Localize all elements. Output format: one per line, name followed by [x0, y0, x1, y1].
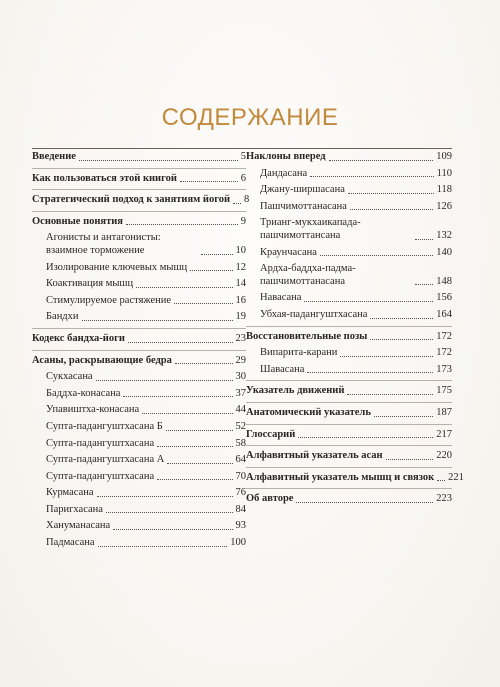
toc-divider — [246, 380, 452, 381]
toc-entry-title: Паригхасана — [46, 503, 103, 515]
toc-entry-title: Асаны, раскрывающие бедра — [32, 354, 172, 366]
toc-divider — [246, 467, 452, 468]
toc-leader-dots — [415, 239, 433, 240]
toc-leader-dots — [350, 209, 433, 210]
toc-leader-dots — [126, 224, 238, 225]
toc-entry-title: Хануманасана — [46, 520, 111, 532]
toc-divider — [32, 328, 246, 329]
toc-chapter-entry[interactable] — [32, 214, 246, 231]
toc-chapter-entry[interactable] — [32, 331, 246, 348]
toc-right-column — [246, 148, 464, 508]
toc-section-entry[interactable] — [32, 419, 246, 436]
toc-leader-dots — [296, 502, 433, 503]
toc-entry-title: Кодекс бандха-йоги — [32, 332, 125, 344]
toc-leader-dots — [142, 413, 232, 414]
toc-section-entry[interactable] — [32, 518, 246, 535]
toc-divider — [32, 350, 246, 351]
toc-page-number: 19 — [235, 311, 246, 323]
toc-page-number: 164 — [436, 308, 452, 320]
toc-page-number: 37 — [235, 387, 246, 399]
toc-page-number: 44 — [235, 404, 246, 416]
toc-leader-dots — [136, 287, 232, 288]
toc-page-number: 16 — [235, 294, 246, 306]
toc-entry-title: Падмасана — [46, 537, 95, 549]
toc-chapter-entry[interactable] — [246, 329, 452, 346]
toc-entry-title: Изолирование ключевых мышц — [46, 261, 188, 273]
toc-section-entry[interactable] — [246, 290, 452, 307]
toc-section-entry[interactable] — [32, 452, 246, 469]
toc-leader-dots — [98, 546, 228, 547]
toc-section-entry[interactable] — [246, 345, 452, 362]
toc-page-number: 175 — [436, 385, 452, 397]
toc-page-number: 100 — [230, 537, 246, 549]
toc-leader-dots — [347, 394, 433, 395]
toc-leader-dots — [370, 339, 433, 340]
toc-page-number: 172 — [436, 330, 452, 342]
toc-section-entry[interactable] — [32, 485, 246, 502]
toc-entry-title: Сукхасана — [46, 371, 93, 383]
toc-entry-title: Наклоны вперед — [246, 151, 326, 162]
toc-page-number: 173 — [436, 363, 452, 375]
toc-section-entry[interactable] — [246, 166, 452, 183]
toc-leader-dots — [175, 363, 233, 364]
toc-page-number: 6 — [240, 172, 246, 184]
toc-leader-dots — [304, 301, 433, 302]
toc-leader-dots — [180, 181, 238, 182]
toc-leader-dots — [233, 203, 241, 204]
toc-entry-title: Восстановительные позы — [246, 330, 368, 342]
toc-page-number: 148 — [436, 275, 452, 287]
toc-page-number: 172 — [436, 347, 452, 359]
toc-page-number: 76 — [235, 487, 246, 499]
toc-section-entry[interactable] — [32, 502, 246, 519]
toc-entry-title: Трианг-мукхаикапада-пашчимоттансана — [260, 217, 361, 241]
toc-leader-dots — [106, 512, 233, 513]
toc-section-entry[interactable] — [246, 362, 452, 379]
toc-page-number: 23 — [235, 332, 246, 344]
toc-section-entry[interactable] — [32, 309, 246, 326]
toc-leader-dots — [166, 430, 233, 431]
toc-section-entry[interactable] — [246, 307, 452, 324]
toc-divider — [246, 326, 452, 327]
toc-entry-title: Супта-падангуштхасана — [46, 437, 155, 449]
toc-page-number: 29 — [235, 354, 246, 366]
toc-chapter-entry[interactable] — [32, 171, 246, 188]
toc-entry-title: Алфавитный указатель асан — [246, 450, 383, 462]
toc-chapter-entry[interactable] — [32, 353, 246, 370]
toc-page-number: 10 — [235, 244, 246, 256]
toc-entry-title: Випарита-карани — [260, 347, 338, 359]
toc-divider — [246, 488, 452, 489]
toc-leader-dots — [123, 396, 232, 397]
toc-page-number: 8 — [244, 194, 250, 206]
toc-chapter-entry[interactable] — [246, 383, 452, 400]
toc-section-entry[interactable] — [32, 469, 246, 486]
toc-chapter-entry[interactable] — [32, 192, 250, 209]
toc-leader-dots — [79, 160, 238, 161]
toc-entry-title: Джану-ширшасана — [260, 184, 345, 196]
toc-entry-title: Стратегический подход к занятиям йогой — [32, 194, 231, 206]
toc-entry-title: Указатель движений — [246, 385, 345, 397]
toc-section-entry[interactable] — [32, 369, 246, 386]
toc-leader-dots — [128, 342, 233, 343]
toc-section-entry[interactable] — [32, 276, 246, 293]
toc-page-number: 132 — [436, 229, 452, 241]
toc-page-number: 64 — [235, 454, 246, 466]
toc-page-number: 223 — [436, 493, 452, 505]
toc-page-number: 84 — [235, 503, 246, 515]
toc-entry-title: Супта-падангуштхасана Б — [46, 420, 163, 432]
toc-section-entry[interactable] — [32, 436, 246, 453]
toc-page-number: 52 — [235, 420, 246, 432]
toc-page-number: 109 — [436, 151, 452, 162]
toc-entry-title: Шавасана — [260, 363, 305, 375]
toc-page-number: 110 — [436, 167, 452, 179]
toc-entry-title: Стимулируемое растяжение — [46, 294, 172, 306]
toc-divider — [32, 189, 246, 190]
toc-entry-title: Убхая-падангуштхасана — [260, 308, 368, 320]
toc-divider — [32, 211, 246, 212]
toc-entry-title: Как пользоваться этой книгой — [32, 172, 177, 184]
toc-chapter-entry[interactable] — [32, 149, 246, 166]
toc-leader-dots — [82, 320, 233, 321]
toc-leader-dots — [167, 463, 232, 464]
toc-divider — [246, 445, 452, 446]
toc-page-number: 221 — [448, 471, 464, 483]
toc-page-number: 9 — [240, 215, 246, 227]
toc-page-number: 58 — [235, 437, 246, 449]
toc-section-entry[interactable] — [246, 215, 452, 244]
toc-page-number: 118 — [436, 184, 452, 196]
toc-leader-dots — [340, 356, 433, 357]
toc-leader-dots — [157, 479, 232, 480]
toc-entry-title: Об авторе — [246, 493, 294, 505]
toc-page-number: 12 — [235, 261, 246, 273]
toc-entry-title: Агонисты и антагонисты: взаимное торможение — [46, 232, 161, 256]
toc-page-number: 93 — [235, 520, 246, 532]
toc-section-entry[interactable] — [32, 386, 246, 403]
toc-chapter-entry[interactable] — [246, 405, 452, 422]
toc-leader-dots — [348, 193, 434, 194]
toc-chapter-entry[interactable] — [246, 491, 452, 508]
toc-entry-title: Ардха-баддха-падма-пашчимоттанасана — [260, 263, 356, 287]
toc-left-column — [32, 148, 250, 552]
toc-leader-dots — [370, 318, 433, 319]
toc-entry-title: Супта-падангуштхасана — [46, 470, 155, 482]
toc-section-entry[interactable] — [32, 230, 246, 259]
toc-leader-dots — [113, 529, 232, 530]
toc-section-entry[interactable] — [246, 261, 452, 290]
toc-leader-dots — [190, 270, 232, 271]
toc-entry-title: Курмасана — [46, 487, 94, 499]
toc-entry-title: Основные понятия — [32, 215, 123, 227]
toc-section-entry[interactable] — [32, 260, 246, 277]
toc-leader-dots — [96, 380, 233, 381]
toc-page-number: 140 — [436, 246, 452, 258]
page-title: СОДЕРЖАНИЕ — [161, 104, 339, 131]
toc-page-number: 187 — [436, 406, 452, 418]
toc-entry-title: Баддха-конасана — [46, 387, 121, 399]
toc-entry-title: Упавиштха-конасана — [46, 404, 140, 416]
toc-entry-title: Алфавитный указатель мышц и связок — [246, 471, 435, 483]
toc-entry-title: Анатомический указатель — [246, 406, 371, 418]
toc-entry-title: Глоссарий — [246, 428, 296, 440]
toc-entry-title: Дандасана — [260, 167, 308, 179]
toc-divider — [32, 168, 246, 169]
toc-section-entry[interactable] — [32, 402, 246, 419]
toc-leader-dots — [97, 496, 233, 497]
toc-section-entry[interactable] — [32, 293, 246, 310]
toc-leader-dots — [437, 480, 445, 481]
toc-leader-dots — [298, 437, 433, 438]
toc-leader-dots — [157, 446, 232, 447]
toc-entry-title: Бандхи — [46, 311, 79, 323]
toc-chapter-entry[interactable] — [246, 149, 452, 166]
toc-entry-title: Пашчимоттанасана — [260, 200, 347, 212]
toc-leader-dots — [201, 254, 233, 255]
toc-leader-dots — [374, 416, 433, 417]
toc-page-number: 70 — [235, 470, 246, 482]
toc-chapter-entry[interactable] — [246, 470, 464, 487]
toc-divider — [246, 424, 452, 425]
toc-entry-title: Коактивация мышц — [46, 278, 134, 290]
toc-leader-dots — [310, 176, 433, 177]
toc-leader-dots — [320, 255, 433, 256]
toc-entry-title: Супта-падангуштхасана А — [46, 454, 165, 466]
toc-leader-dots — [174, 303, 232, 304]
toc-leader-dots — [307, 372, 433, 373]
toc-chapter-entry[interactable] — [246, 448, 452, 465]
toc-section-entry[interactable] — [246, 199, 452, 216]
toc-page-number: 126 — [436, 200, 452, 212]
toc-leader-dots — [329, 160, 434, 161]
toc-section-entry[interactable] — [246, 245, 452, 262]
toc-entry-title: Навасана — [260, 292, 302, 304]
toc-entry-title: Введение — [32, 151, 76, 162]
toc-leader-dots — [386, 459, 434, 460]
toc-section-entry[interactable] — [246, 182, 452, 199]
toc-page-number: 14 — [235, 278, 246, 290]
toc-chapter-entry[interactable] — [246, 427, 452, 444]
toc-page-number: 30 — [235, 371, 246, 383]
toc-section-entry[interactable] — [32, 535, 246, 552]
toc-page-number: 217 — [436, 428, 452, 440]
toc-page-number: 156 — [436, 292, 452, 304]
toc-page-number: 5 — [240, 151, 246, 162]
toc-page-number: 220 — [436, 450, 452, 462]
toc-divider — [246, 402, 452, 403]
toc-leader-dots — [415, 284, 433, 285]
toc-entry-title: Краунчасана — [260, 246, 317, 258]
